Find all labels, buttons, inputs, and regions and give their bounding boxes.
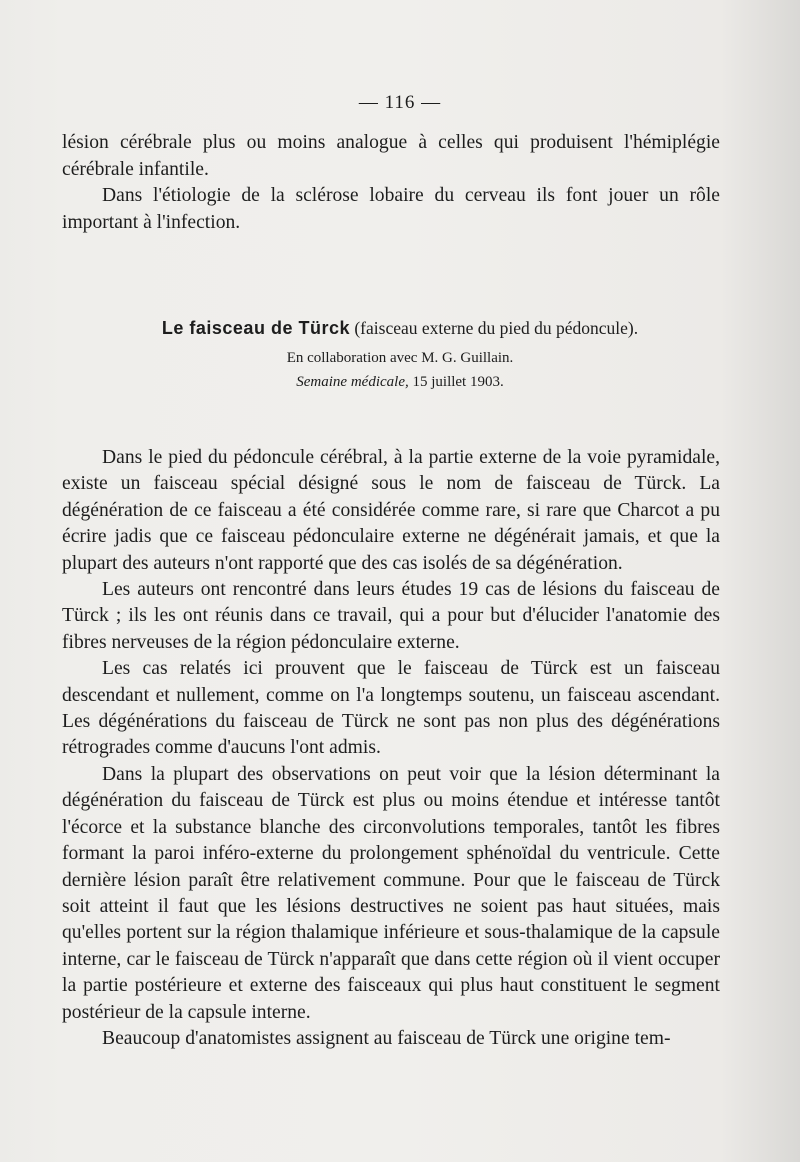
collaboration-credit: En collaboration avec M. G. Guillain. — [286, 350, 514, 366]
intro-paragraph-2: Dans l'étiologie de la sclérose lobaire du cerveau ils font jouer un rôle important à l'infection. — [62, 185, 720, 233]
body-paragraph-1: Dans le pied du pédoncule cérébral, à la partie externe de la voie pyramidale, existe un faisceau spécial désigné sous le nom de faisceau de Türck. La dégénération de ce faisceau a été considérée comme rare, si rare que Charcot a pu écrire jadis que ce faisceau pédonculaire externe ne dégénérait jamais, et que la plupart des auteurs n'ont rapporté que des cas isolés de sa dégénération. — [62, 447, 720, 574]
body-paragraph-3: Les cas relatés ici prouvent que le faisceau de Türck est un faisceau descendant et nullement, comme on l'a longtemps soutenu, un faisceau ascendant. Les dégénérations du faisceau de Türck ne sont pas non plus des dégénérations rétrogrades comme d'aucuns l'ont admis. — [62, 658, 720, 759]
section-title: Le faisceau de Türck — [161, 318, 350, 338]
publication-name: Semaine médicale, — [296, 374, 409, 390]
intro-text — [62, 130, 720, 236]
intro-paragraph-1: lésion cérébrale plus ou moins analogue à celles qui produisent l'hémiplégie cérébrale infantile. — [62, 132, 720, 180]
publication-source — [0, 374, 800, 391]
body-text — [62, 445, 720, 1052]
body-paragraph-2: Les auteurs ont rencontré dans leurs études 19 cas de lésions du faisceau de Türck ; ils les ont réunis dans ce travail, qui a pour but d'élucider l'anatomie des fibres nerveuses de la région pédonculaire externe. — [62, 579, 720, 653]
publication-date: 15 juillet 1903. — [412, 374, 504, 390]
section-subtitle: (faisceau externe du pied du pédoncule). — [354, 318, 639, 338]
body-paragraph-4: Dans la plupart des observations on peut voir que la lésion déterminant la dégénération du faisceau de Türck est plus ou moins étendue et intéresse tantôt l'écorce et la substance blanche des circonvolutions temporales, tantôt les fibres formant la paroi inféro-externe du prolongement sphénoïdal du ventricule. Cette dernière lésion paraît être relativement commune. Pour que le faisceau de Türck soit atteint il faut que les lésions destructives ne soient pas haut situées, mais qu'elles portent sur la région thalamique inférieure et sous-thalamique de la capsule interne, car le faisceau de Türck n'apparaît que dans cette région où il vient occuper la partie postérieure et externe des faisceaux qui plus haut constituent le segment postérieur de la capsule interne. — [62, 763, 720, 1023]
page-number: — 116 — — [358, 92, 442, 113]
section-heading — [0, 318, 800, 339]
body-paragraph-5: Beaucoup d'anatomistes assignent au faisceau de Türck une origine tem- — [102, 1027, 671, 1049]
